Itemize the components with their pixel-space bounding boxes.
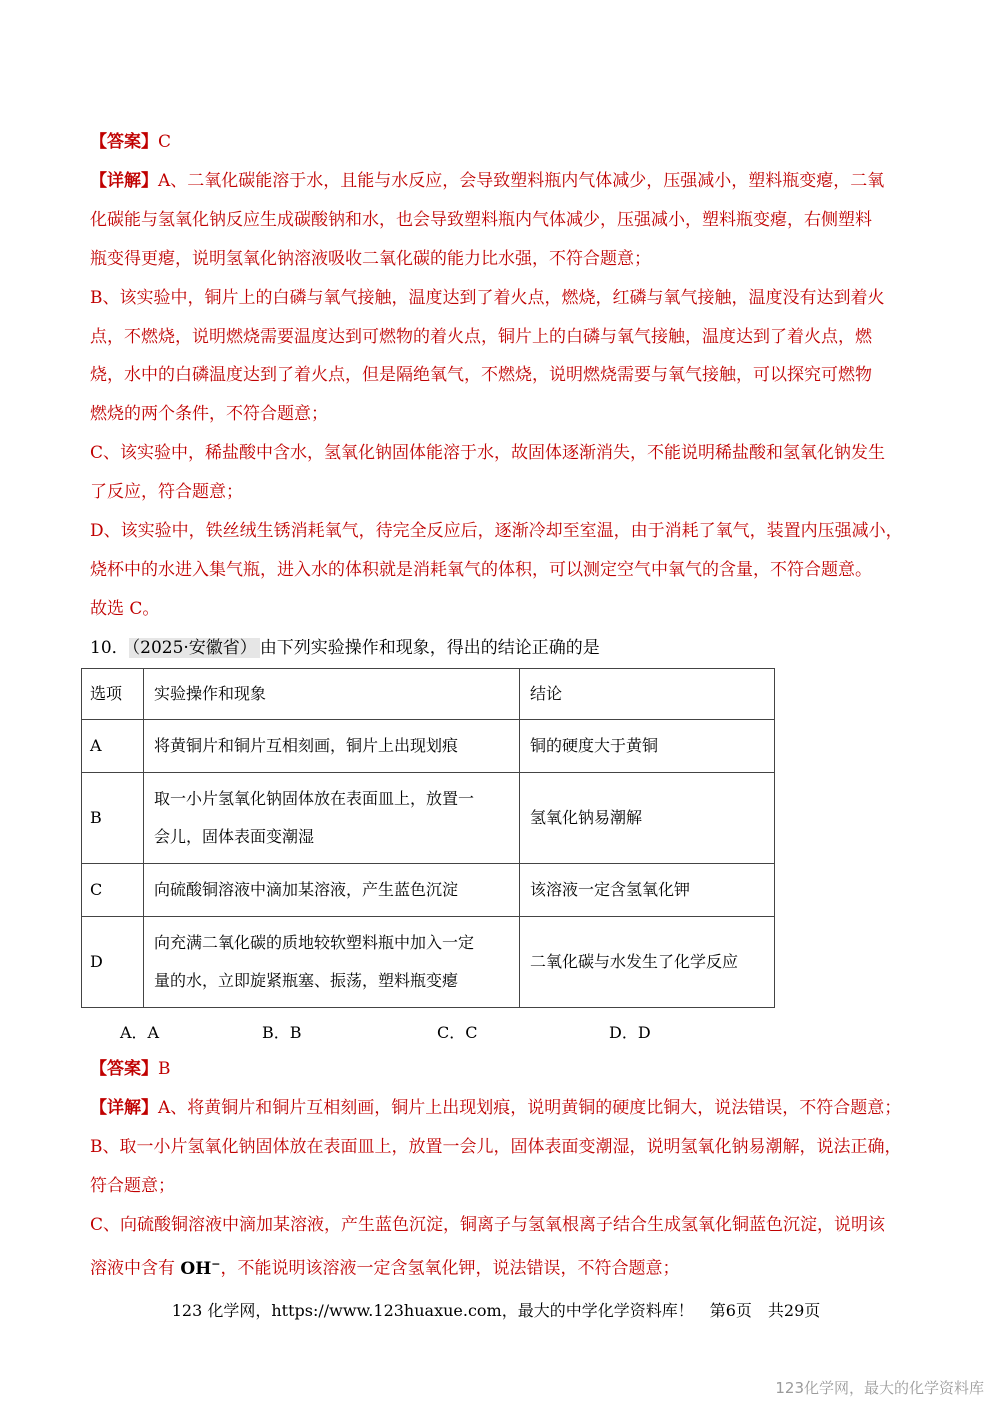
row-operation — [144, 773, 520, 864]
detail-1-line: 瓶变得更瘪，说明氢氧化钠溶液吸收二氧化碳的能力比水强，不符合题意； — [90, 249, 651, 269]
answer-1-label: 【答案】 — [90, 132, 158, 152]
choice-b: B．B — [262, 1023, 302, 1042]
question-table — [81, 668, 775, 1008]
answer-2-label: 【答案】 — [90, 1059, 158, 1079]
header-option: 选项 — [82, 669, 144, 720]
detail-1-line — [90, 170, 910, 192]
hydroxide-charge: − — [211, 1257, 221, 1270]
row-operation: 向硫酸铜溶液中滴加某溶液，产生蓝色沉淀 — [144, 864, 520, 917]
choice-a: A．A — [120, 1023, 160, 1042]
table-row — [82, 720, 775, 773]
watermark: 123化学网，最大的化学资料库 — [775, 1379, 984, 1397]
row-option: A — [82, 720, 144, 773]
detail-1-line: 燃烧的两个条件，不符合题意； — [90, 404, 328, 424]
detail-2-line — [90, 1253, 910, 1280]
table-row — [82, 864, 775, 917]
row-operation-line: 会儿，固体表面变潮湿 — [154, 827, 315, 846]
answer-1 — [90, 131, 910, 153]
detail-1-label: 【详解】 — [90, 171, 158, 191]
detail-2-label: 【详解】 — [90, 1098, 158, 1118]
detail-1-line: 点，不燃烧，说明燃烧需要温度达到可燃物的着火点，铜片上的白磷与氧气接触，温度达到了着火点，燃 — [90, 327, 872, 347]
detail-1-line: 烧杯中的水进入集气瓶，进入水的体积就是消耗氧气的体积，可以测定空气中氧气的含量，不符合题意。 — [90, 560, 872, 580]
question-source: （2025·安徽省） — [129, 638, 260, 658]
header-conclusion: 结论 — [520, 669, 775, 720]
row-option: D — [82, 917, 144, 1008]
detail-1-line: 化碳能与氢氧化钠反应生成碳酸钠和水，也会导致塑料瓶内气体减少，压强减小，塑料瓶变瘪，右侧塑料 — [90, 210, 872, 230]
row-operation-line: 量的水，立即旋紧瓶塞、振荡，塑料瓶变瘪 — [154, 971, 459, 990]
detail-2-text: A、将黄铜片和铜片互相刻画，铜片上出现划痕，说明黄铜的硬度比铜大，说法错误，不符合题意； — [158, 1098, 902, 1118]
detail-1-line: 了反应，符合题意； — [90, 482, 243, 502]
hydroxide-formula: OH — [180, 1258, 212, 1279]
detail-1-line: B、该实验中，铜片上的白磷与氧气接触，温度达到了着火点，燃烧，红磷与氧气接触，温度没有达到着火 — [90, 288, 885, 308]
choice-c: C．C — [437, 1023, 478, 1042]
detail-2-line: C、向硫酸铜溶液中滴加某溶液，产生蓝色沉淀，铜离子与氢氧根离子结合生成氢氧化铜蓝色沉淀，说明该 — [90, 1215, 886, 1235]
detail-1-line: 烧，水中的白磷温度达到了着火点，但是隔绝氧气，不燃烧，说明燃烧需要与氧气接触，可以探究可燃物 — [90, 365, 872, 385]
detail-1-text: A、二氧化碳能溶于水，且能与水反应，会导致塑料瓶内气体减少，压强减小，塑料瓶变瘪，二氧 — [158, 171, 885, 191]
detail-2-line: B、取一小片氢氧化钠固体放在表面皿上，放置一会儿，固体表面变潮湿，说明氢氧化钠易潮解，说法正确， — [90, 1137, 902, 1157]
answer-2-value: B — [158, 1059, 171, 1079]
detail-2-line — [90, 1097, 910, 1119]
question-text: 由下列实验操作和现象，得出的结论正确的是 — [259, 638, 600, 658]
row-operation — [144, 917, 520, 1008]
row-operation-line: 取一小片氢氧化钠固体放在表面皿上，放置一 — [154, 789, 475, 808]
detail-2-text: 溶液中含有 — [90, 1258, 181, 1279]
detail-1-line: C、该实验中，稀盐酸中含水，氢氧化钠固体能溶于水，故固体逐渐消失，不能说明稀盐酸和氢氧化钠发生 — [90, 443, 886, 463]
question-10-stem — [90, 637, 910, 659]
question-number: 10． — [90, 638, 129, 658]
detail-1-line: 故选 C。 — [90, 599, 160, 619]
page-footer: 123 化学网，https://www.123huaxue.com，最大的中学化学资料库！ 第6页 共29页 — [171, 1301, 821, 1320]
row-operation: 将黄铜片和铜片互相刻画，铜片上出现划痕 — [144, 720, 520, 773]
hydroxide-ion — [180, 1259, 220, 1279]
answer-2 — [90, 1058, 910, 1080]
row-option: B — [82, 773, 144, 864]
detail-1-line: D、该实验中，铁丝绒生锈消耗氧气，待完全反应后，逐渐冷却至室温，由于消耗了氧气，装置内压强减小， — [90, 521, 903, 541]
table-row — [82, 917, 775, 1008]
row-conclusion: 铜的硬度大于黄铜 — [520, 720, 775, 773]
row-option: C — [82, 864, 144, 917]
detail-2-line: 符合题意； — [90, 1176, 175, 1196]
choice-d: D．D — [609, 1023, 651, 1042]
header-operation: 实验操作和现象 — [144, 669, 520, 720]
row-conclusion: 二氧化碳与水发生了化学反应 — [520, 917, 775, 1008]
table-row — [82, 773, 775, 864]
detail-2-text: ，不能说明该溶液一定含氢氧化钾，说法错误，不符合题意； — [220, 1258, 680, 1279]
answer-1-value: C — [158, 132, 172, 152]
row-operation-line: 向充满二氧化碳的质地较软塑料瓶中加入一定 — [154, 933, 475, 952]
table-header-row — [82, 669, 775, 720]
row-conclusion: 该溶液一定含氢氧化钾 — [520, 864, 775, 917]
row-conclusion: 氢氧化钠易潮解 — [520, 773, 775, 864]
